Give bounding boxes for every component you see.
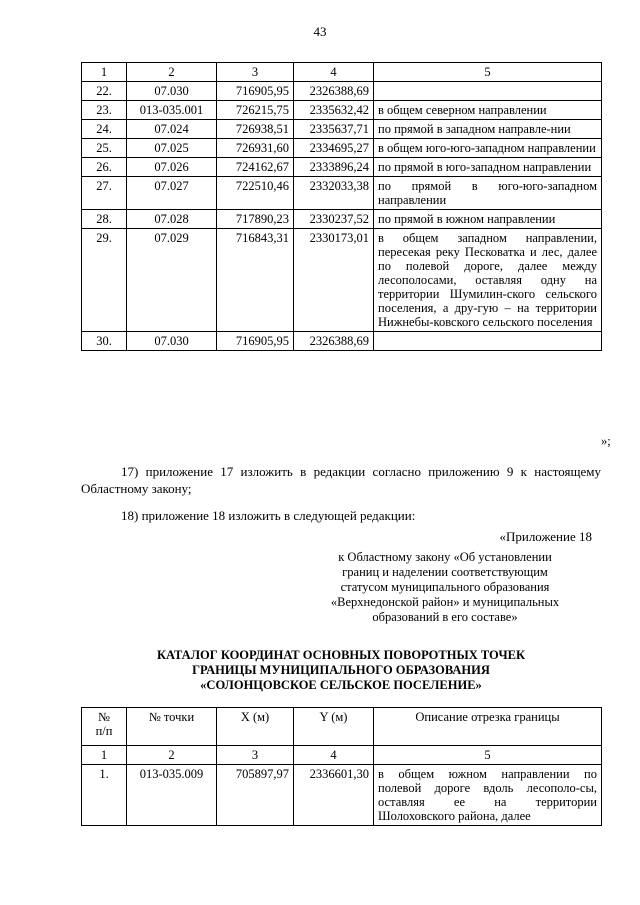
- x-coordinate: 722510,46: [217, 177, 294, 210]
- coordinates-table-continued: [81, 62, 602, 351]
- y-coordinate: 2334695,27: [294, 139, 374, 158]
- page-number: 43: [313, 24, 327, 39]
- row-number: 30.: [82, 332, 127, 351]
- appendix-heading: [296, 528, 594, 625]
- table-row: [82, 82, 602, 101]
- column-index: 3: [217, 746, 294, 765]
- point-id: 07.024: [127, 120, 217, 139]
- point-id: 013-035.001: [127, 101, 217, 120]
- row-number: 25.: [82, 139, 127, 158]
- appendix-line: границ и наделении соответствующим: [342, 565, 548, 579]
- table-row: [82, 177, 602, 210]
- appendix-line: образований в его составе»: [372, 610, 518, 624]
- table-index-row: [82, 746, 602, 765]
- segment-description: в общем северном направлении: [374, 101, 602, 120]
- point-id: 07.027: [127, 177, 217, 210]
- y-coordinate: 2333896,24: [294, 158, 374, 177]
- catalog-title-line: «СОЛОНЦОВСКОЕ СЕЛЬСКОЕ ПОСЕЛЕНИЕ»: [200, 678, 482, 692]
- segment-description: по прямой в юго-юго-западном направлении: [374, 177, 602, 210]
- x-coordinate: 726938,51: [217, 120, 294, 139]
- table-row: [82, 332, 602, 351]
- header-number-line: №: [98, 710, 110, 724]
- column-index: 5: [374, 746, 602, 765]
- row-number: 27.: [82, 177, 127, 210]
- y-coordinate: 2330237,52: [294, 210, 374, 229]
- x-coordinate: 716905,95: [217, 82, 294, 101]
- header-number: [82, 708, 127, 746]
- row-number: 29.: [82, 229, 127, 332]
- segment-description: в общем южном направлении по полевой дороге вдоль лесополо-сы, оставляя ее на территории Шолоховского района, далее: [374, 765, 602, 826]
- header-number-line: п/п: [95, 724, 113, 738]
- point-id: 07.026: [127, 158, 217, 177]
- row-number: 26.: [82, 158, 127, 177]
- column-index: 2: [127, 63, 217, 82]
- table-row: [82, 101, 602, 120]
- catalog-title-line: ГРАНИЦЫ МУНИЦИПАЛЬНОГО ОБРАЗОВАНИЯ: [192, 663, 490, 677]
- table-header-row: [82, 708, 602, 746]
- header-point: № точки: [127, 708, 217, 746]
- y-coordinate: 2335637,71: [294, 120, 374, 139]
- header-y: Y (м): [294, 708, 374, 746]
- point-id: 07.028: [127, 210, 217, 229]
- coordinates-table: [81, 707, 602, 826]
- paragraph-17: 17) приложение 17 изложить в редакции согласно приложению 9 к настоящему Областному закону;: [81, 464, 601, 496]
- appendix-line: статусом муниципального образования: [340, 580, 550, 594]
- paragraph-18: 18) приложение 18 изложить в следующей редакции:: [121, 508, 416, 523]
- table-index-row: [82, 63, 602, 82]
- column-index: 5: [374, 63, 602, 82]
- row-number: 23.: [82, 101, 127, 120]
- point-id: 07.029: [127, 229, 217, 332]
- catalog-title-line: КАТАЛОГ КООРДИНАТ ОСНОВНЫХ ПОВОРОТНЫХ ТОЧЕК: [156, 648, 526, 662]
- segment-description: [374, 332, 602, 351]
- x-coordinate: 726215,75: [217, 101, 294, 120]
- point-id: 013-035.009: [127, 765, 217, 826]
- point-id: 07.030: [127, 82, 217, 101]
- x-coordinate: 716905,95: [217, 332, 294, 351]
- appendix-line: «Верхнедонской район» и муниципальных: [330, 595, 560, 609]
- segment-description: в общем западном направлении, пересекая реку Песковатка и лес, далее по полевой дороге, далее между лесополосами, оставляя одну на территории Шумилин-ского сельского поселения, а дру-гую – на территории Нижнебы-ковского сельского поселения: [374, 229, 602, 332]
- row-number: 1.: [82, 765, 127, 826]
- closing-quote: »;: [601, 434, 611, 448]
- x-coordinate: 717890,23: [217, 210, 294, 229]
- table-row: [82, 210, 602, 229]
- segment-description: по прямой в западном направле-нии: [374, 120, 602, 139]
- x-coordinate: 724162,67: [217, 158, 294, 177]
- header-description: Описание отрезка границы: [374, 708, 602, 746]
- y-coordinate: 2332033,38: [294, 177, 374, 210]
- column-index: 2: [127, 746, 217, 765]
- header-x: X (м): [217, 708, 294, 746]
- table-row: [82, 120, 602, 139]
- row-number: 28.: [82, 210, 127, 229]
- segment-description: по прямой в южном направлении: [374, 210, 602, 229]
- column-index: 1: [82, 63, 127, 82]
- appendix-line: к Областному закону «Об установлении: [338, 550, 552, 564]
- x-coordinate: 705897,97: [217, 765, 294, 826]
- segment-description: по прямой в юго-западном направлении: [374, 158, 602, 177]
- appendix-title: «Приложение 18: [499, 529, 592, 544]
- column-index: 3: [217, 63, 294, 82]
- table-row: [82, 765, 602, 826]
- y-coordinate: 2336601,30: [294, 765, 374, 826]
- table-row: [82, 158, 602, 177]
- column-index: 4: [294, 63, 374, 82]
- catalog-title: [81, 648, 601, 693]
- row-number: 22.: [82, 82, 127, 101]
- x-coordinate: 716843,31: [217, 229, 294, 332]
- row-number: 24.: [82, 120, 127, 139]
- table-row: [82, 139, 602, 158]
- segment-description: в общем юго-юго-западном направлении: [374, 139, 602, 158]
- column-index: 1: [82, 746, 127, 765]
- point-id: 07.025: [127, 139, 217, 158]
- y-coordinate: 2330173,01: [294, 229, 374, 332]
- y-coordinate: 2326388,69: [294, 332, 374, 351]
- column-index: 4: [294, 746, 374, 765]
- y-coordinate: 2326388,69: [294, 82, 374, 101]
- x-coordinate: 726931,60: [217, 139, 294, 158]
- point-id: 07.030: [127, 332, 217, 351]
- y-coordinate: 2335632,42: [294, 101, 374, 120]
- segment-description: [374, 82, 602, 101]
- table-row: [82, 229, 602, 332]
